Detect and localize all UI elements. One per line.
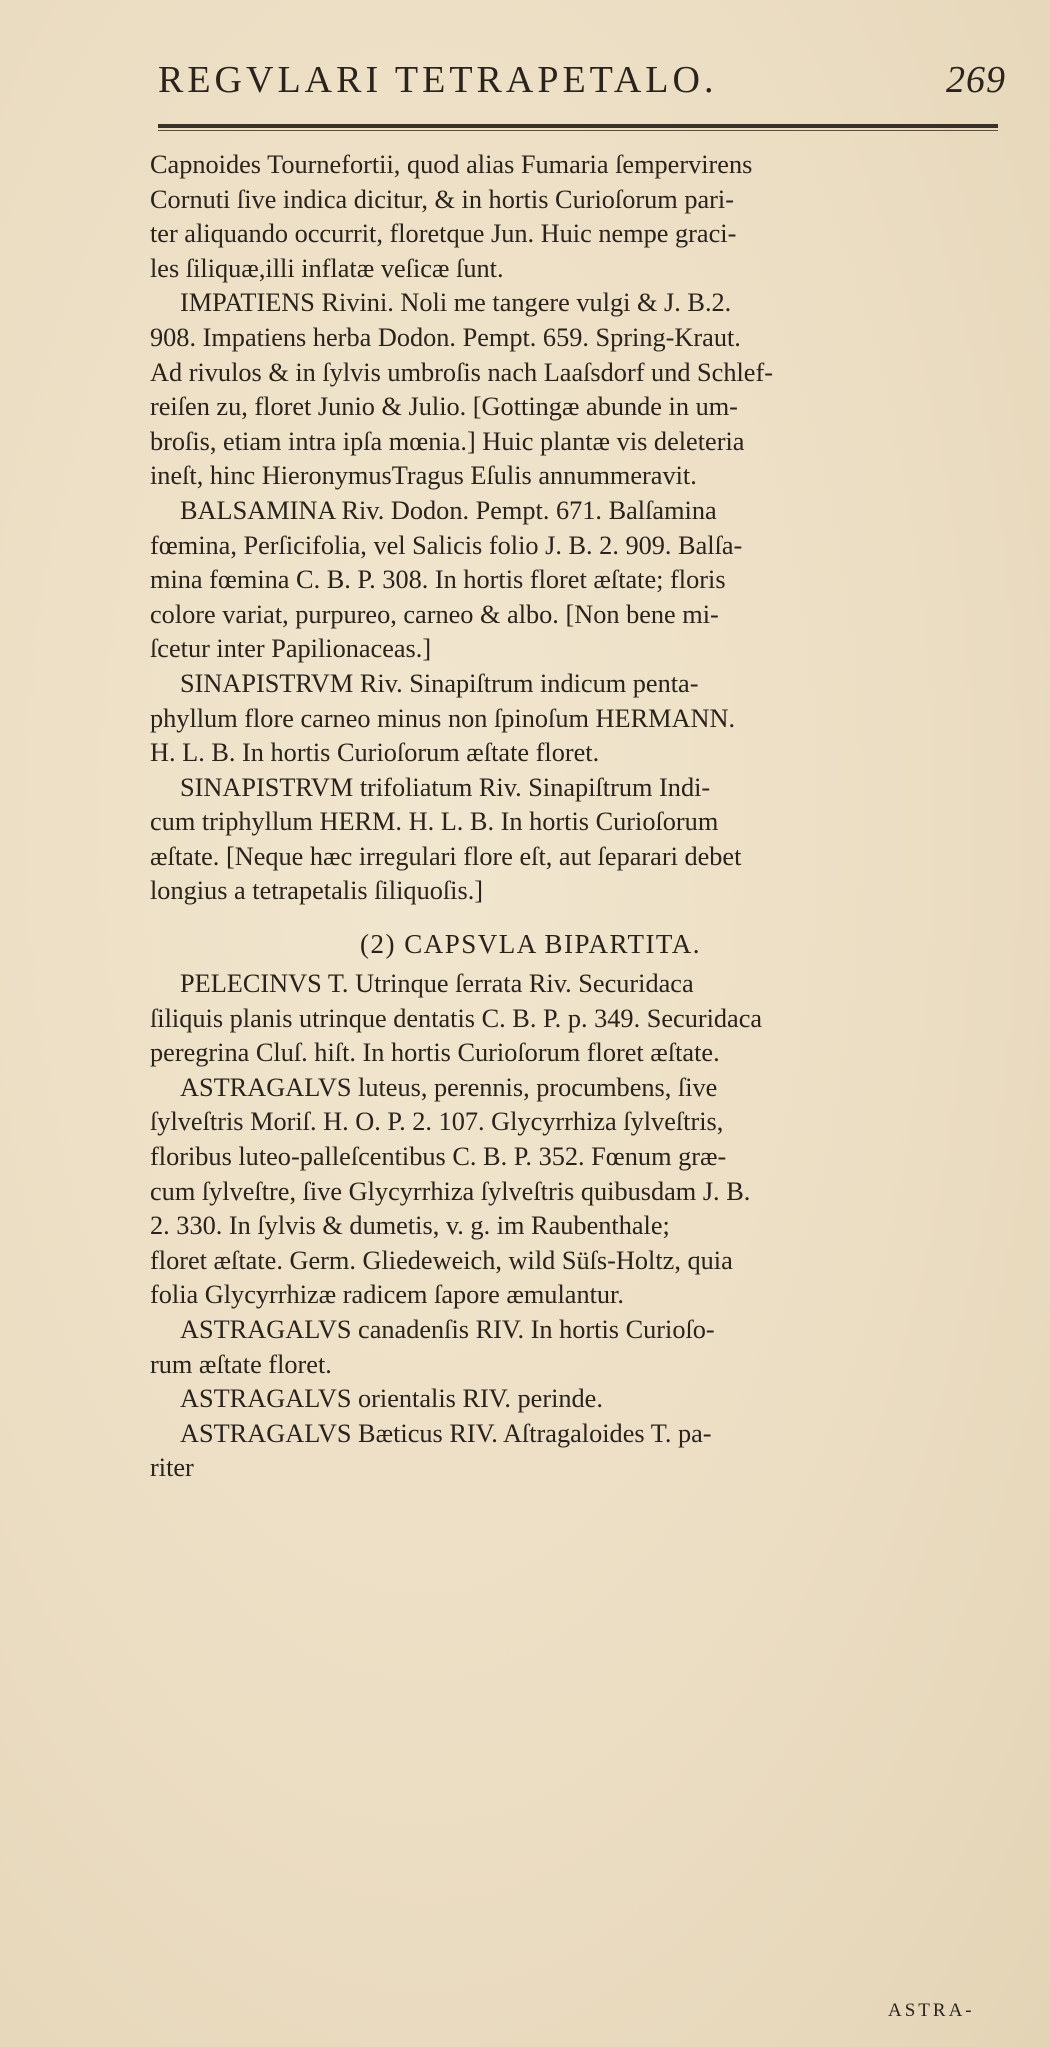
text-line: ſiliquis planis utrinque dentatis C. B. P. p. 349. Securidaca xyxy=(150,1003,763,1033)
text-line: ſcetur inter Papilionaceas.] xyxy=(150,634,432,664)
catchword: ASTRA- xyxy=(888,2000,975,2021)
entry-astragalus-canadensis: ASTRAGALVS canadenſis RIV. In hortis Curioſo- xyxy=(180,1315,715,1344)
page-number: 269 xyxy=(946,59,1006,101)
entry-astragalus-baeticus: ASTRAGALVS Bæticus RIV. Aſtragaloides T. pa- xyxy=(180,1418,712,1448)
text-line: floret æſtate. Germ. Gliedeweich, wild Süſs-Holtz, quia xyxy=(150,1245,733,1275)
text-line: 2. 330. In ſylvis & dumetis, v. g. im Raubenthale; xyxy=(150,1211,670,1241)
text-line: Cornuti ſive indica dicitur, & in hortis Curioſorum pari- xyxy=(150,184,734,214)
text-line: riter xyxy=(150,1453,194,1483)
text-line: Ad rivulos & in ſylvis umbroſis nach Laaſsdorf und Schlef- xyxy=(150,357,773,387)
text-line: Capnoides Tournefortii, quod alias Fumaria ſempervirens xyxy=(150,150,753,179)
entry-sinapistrum: SINAPISTRVM Riv. Sinapiſtrum indicum penta- xyxy=(180,668,699,698)
text-line: ter aliquando occurrit, floretque Jun. Huic nempe graci- xyxy=(150,219,737,249)
text-line: longius a tetrapetalis ſiliquoſis.] xyxy=(150,876,484,906)
text-line: floribus luteo-palleſcentibus C. B. P. 352. Fœnum græ- xyxy=(150,1142,727,1172)
text-line: H. L. B. In hortis Curioſorum æſtate floret. xyxy=(150,738,600,768)
entry-astragalus-orientalis: ASTRAGALVS orientalis RIV. perinde. xyxy=(180,1384,603,1414)
text-line: les ſiliquæ,illi inflatæ veſicæ ſunt. xyxy=(150,253,504,283)
running-header xyxy=(158,58,1018,108)
text-line: broſis, etiam intra ipſa mœnia.] Huic plantæ vis deleteria xyxy=(150,426,745,456)
entry-sinapistrum-trifoliatum: SINAPISTRVM trifoliatum Riv. Sinapiſtrum Indi- xyxy=(180,772,711,802)
text-line: phyllum flore carneo minus non ſpinoſum HERMANN. xyxy=(150,703,736,733)
section-heading: (2) CAPSVLA BIPARTITA. xyxy=(360,929,702,960)
text-line: æſtate. [Neque hæc irregulari flore eſt, aut ſeparari debet xyxy=(150,841,742,871)
text-line: reiſen zu, floret Junio & Julio. [Gottingæ abunde in um- xyxy=(150,392,738,422)
entry-astragalus-luteus: ASTRAGALVS luteus, perennis, procumbens, ſive xyxy=(180,1072,718,1102)
text-line: cum ſylveſtre, ſive Glycyrrhiza ſylveſtris quibusdam J. B. xyxy=(150,1176,751,1206)
main-text xyxy=(150,148,1030,1486)
entry-pelecinus: PELECINVS T. Utrinque ſerrata Riv. Securidaca xyxy=(180,969,694,999)
text-line: 908. Impatiens herba Dodon. Pempt. 659. Spring-Kraut. xyxy=(150,322,741,352)
header-rule xyxy=(158,124,998,128)
text-line: ineſt, hinc HieronymusTragus Eſulis annummeravit. xyxy=(150,461,697,491)
text-line: cum triphyllum HERM. H. L. B. In hortis Curioſorum xyxy=(150,807,719,837)
text-line: folia Glycyrrhizæ radicem ſapore æmulantur. xyxy=(150,1280,624,1310)
text-line: ſylveſtris Moriſ. H. O. P. 2. 107. Glycyrrhiza ſylveſtris, xyxy=(150,1107,724,1137)
entry-impatiens: IMPATIENS Rivini. Noli me tangere vulgi & J. B.2. xyxy=(180,288,732,318)
text-line: colore variat, purpureo, carneo & albo. [Non bene mi- xyxy=(150,599,719,629)
header-rule-thin xyxy=(158,130,998,131)
running-title: REGVLARI TETRAPETALO. xyxy=(158,59,718,101)
text-line: peregrina Cluſ. hiſt. In hortis Curioſorum floret æſtate. xyxy=(150,1038,720,1068)
text-line: rum æſtate floret. xyxy=(150,1349,332,1379)
text-line: fœmina, Perſicifolia, vel Salicis folio J. B. 2. 909. Balſa- xyxy=(150,530,743,560)
entry-balsamina: BALSAMINA Riv. Dodon. Pempt. 671. Balſamina xyxy=(180,495,717,525)
text-line: mina fœmina C. B. P. 308. In hortis floret æſtate; floris xyxy=(150,565,726,595)
